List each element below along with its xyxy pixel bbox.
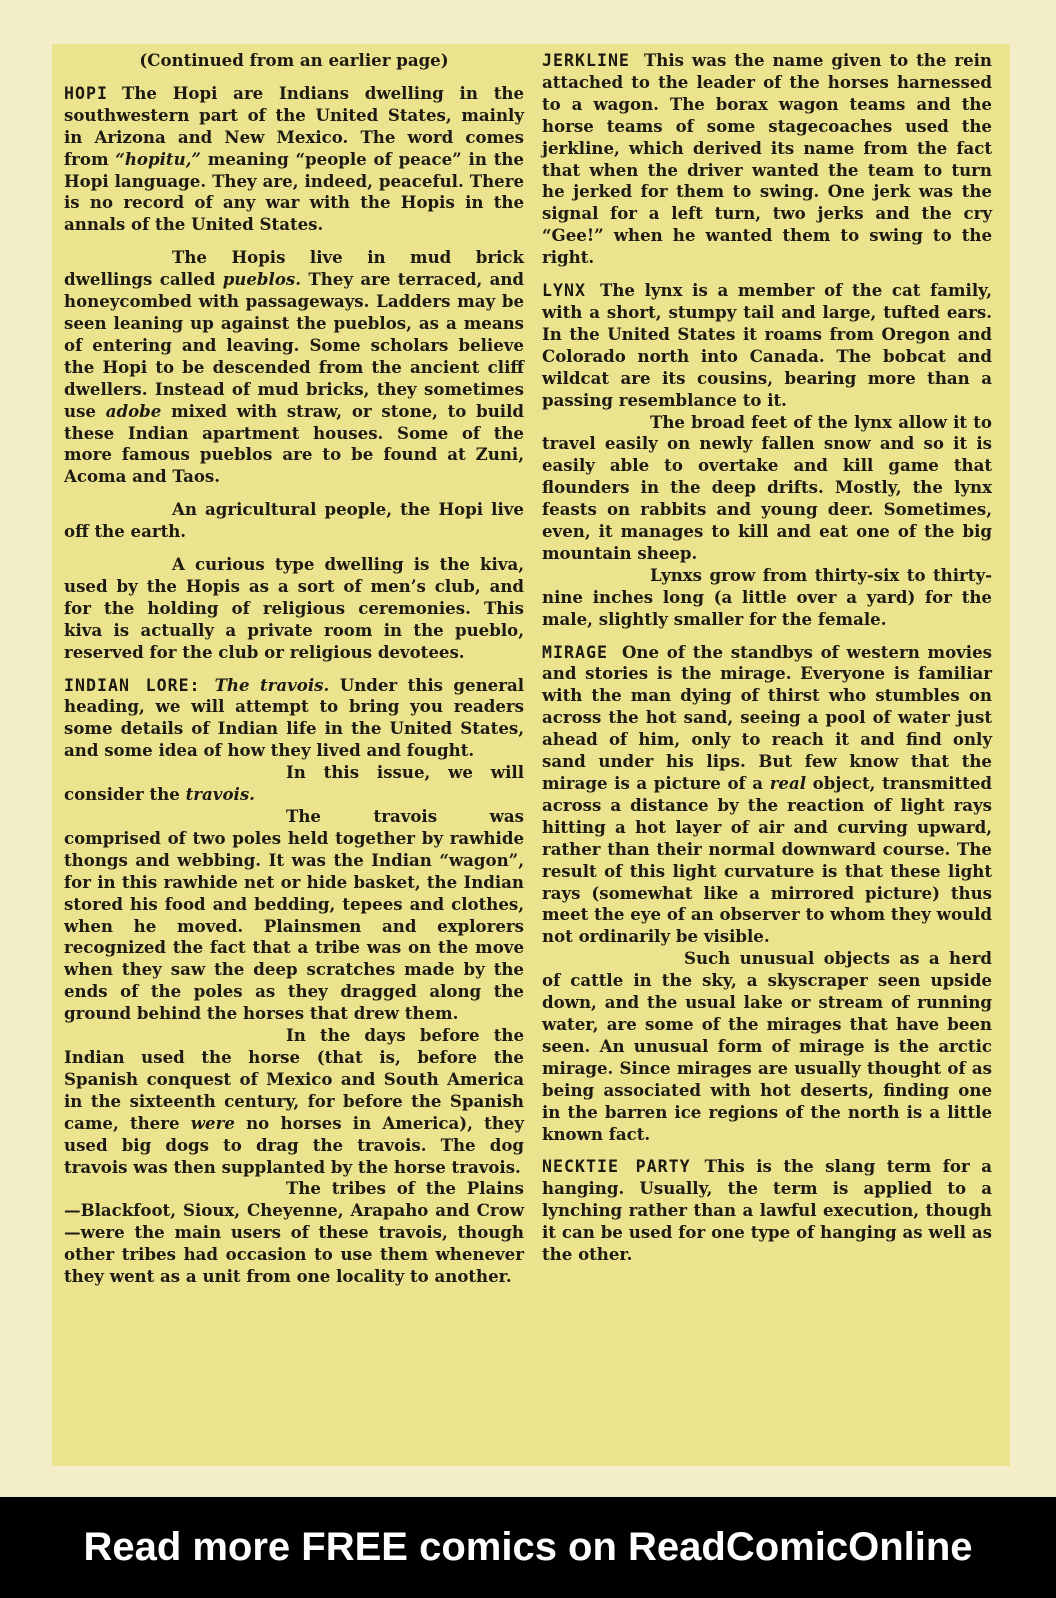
entry-term: INDIAN LORE:: [64, 675, 201, 695]
indian-lore-paragraph-2: In this issue, we will consider the travois.: [64, 762, 524, 805]
entry-term: JERKLINE: [542, 51, 630, 70]
mirage-paragraph-2: Such unusual objects as a herd of cattle in the sky, a skyscraper seen upside down, and the usual lake or stream of running water, are some of the mirages that have been seen. An unusual form of mirage is the arctic mirage. Since mirages are usually thought of as being associated with hot deserts, finding one in the barren ice regions of the north is a little known fact.: [542, 948, 992, 1144]
left-column: [64, 50, 524, 1288]
hopi-paragraph-3: An agricultural people, the Hopi live off the earth.: [64, 499, 524, 542]
entry-term: MIRAGE: [542, 642, 608, 662]
indian-lore-paragraph-3: The travois was comprised of two poles held together by rawhide thongs and webbing. It was the Indian “wagon”, for in this rawhide net or hide basket, the Indian stored his food and bedding, tepees and clothes, when he moved. Plainsmen and explorers recognized the fact that a tribe was on the move when they saw the deep scratches made by the ends of the poles as they dragged along the ground behind the horses that drew them.: [64, 806, 524, 1024]
entry-indian-lore: [64, 675, 524, 1288]
entry-term: LYNX: [542, 281, 586, 301]
hopi-paragraph-1: HOPI The Hopi are Indians dwelling in the southwestern part of the United States, mainly in Arizona and New Mexico. The word comes from “hopitu,” meaning “people of peace” in the Hopi language. They are, indeed, peaceful. There is no record of any war with the Hopis in the annals of the United States.: [64, 82, 524, 235]
jerkline-paragraph-1: JERKLINE This was the name given to the rein attached to the leader of the horses harnessed to a wagon. The borax wagon teams and the horse teams of some stagecoaches used the jerkline, which derived its name from the fact that when the driver wanted the team to turn he jerked for them to swing. One jerk was the signal for a left turn, two jerks and the cry “Gee!” when he wanted them to swing to the right.: [542, 50, 992, 268]
lynx-paragraph-3: Lynxs grow from thirty-six to thirty-nine inches long (a little over a yard) for the male, slightly smaller for the female.: [542, 564, 992, 629]
continued-note: (Continued from an earlier page): [139, 50, 449, 70]
indian-lore-paragraph-5: The tribes of the Plains —Blackfoot, Sioux, Cheyenne, Arapaho and Crow—were the main users of these travois, though other tribes had occasion to use them whenever they went as a unit from one locality to another.: [64, 1178, 524, 1287]
entry-lynx: [542, 280, 992, 631]
hopi-paragraph-4: A curious type dwelling is the kiva, used by the Hopis as a sort of men’s club, and for the holding of religious ceremonies. This kiva is actually a private room in the pueblo, reserved for the club or religious devotees.: [64, 554, 524, 662]
indian-lore-paragraph-4: In the days before the Indian used the horse (that is, before the Spanish conquest of Mexico and South America in the sixteenth century, for before the Spanish came, there were no horses in America), they used big dogs to drag the travois. The dog travois was then supplanted by the horse travois.: [64, 1025, 525, 1177]
promo-footer-banner: [0, 1497, 1056, 1598]
entry-term: NECKTIE PARTY: [542, 1157, 691, 1177]
entry-necktie-party: [542, 1156, 992, 1266]
hopi-paragraph-2: The Hopis live in mud brick dwellings called pueblos. They are terraced, and honeycombed with passageways. Ladders may be seen leaning up against the pueblos, as a means of entering and leaving. Some scholars believe the Hopi to be descended from the ancient cliff dwellers. Instead of mud bricks, they sometimes use adobe mixed with straw, or stone, to build these Indian apartment houses. Some of the more famous pueblos are to be found at Zuni, Acoma and Taos.: [64, 247, 524, 487]
mirage-paragraph-1: MIRAGE One of the standbys of western movies and stories is the mirage. Everyone is familiar with the man dying of thirst who stumbles on across the hot sand, seeing a pool of water just ahead of him, only to reach it and find only sand under his lips. But few know that the mirage is a picture of a real object, transmitted across a distance by the reaction of light rays hitting a hot layer of air and curving upward, rather than their normal downward course. The result of this light curvature is that these light rays (somewhat like a mirrored picture) thus meet the eye of an observer to whom they would not ordinarily be visible.: [542, 641, 992, 947]
entry-term: HOPI: [64, 83, 108, 103]
lynx-paragraph-2: The broad feet of the lynx allow it to travel easily on newly fallen snow and so it is easily able to overtake and kill game that flounders in the deep drifts. Mostly, the lynx feasts on rabbits and young deer. Sometimes, even, it manages to kill and eat one of the big mountain sheep.: [542, 411, 992, 563]
entry-jerkline: [542, 50, 992, 269]
indian-lore-paragraph-1: INDIAN LORE: The travois. Under this general heading, we will attempt to bring you readers some details of Indian life in the United States, and some idea of how they lived and fought.: [64, 674, 525, 761]
necktie-party-paragraph-1: NECKTIE PARTY This is the slang term for a hanging. Usually, the term is applied to a lynching rather than a lawful execution, though it can be used for one type of hanging as well as the other.: [542, 1156, 992, 1265]
promo-footer-text[interactable]: Read more FREE comics on ReadComicOnline: [83, 1525, 973, 1569]
lynx-paragraph-1: LYNX The lynx is a member of the cat family, with a short, stumpy tail and large, tufted ears. In the United States it roams from Oregon and Colorado north into Canada. The bobcat and wildcat are its cousins, bearing more than a passing resemblance to it.: [542, 280, 992, 410]
right-column: [542, 50, 992, 1277]
entry-mirage: [542, 642, 992, 1146]
entry-hopi: [64, 83, 524, 664]
